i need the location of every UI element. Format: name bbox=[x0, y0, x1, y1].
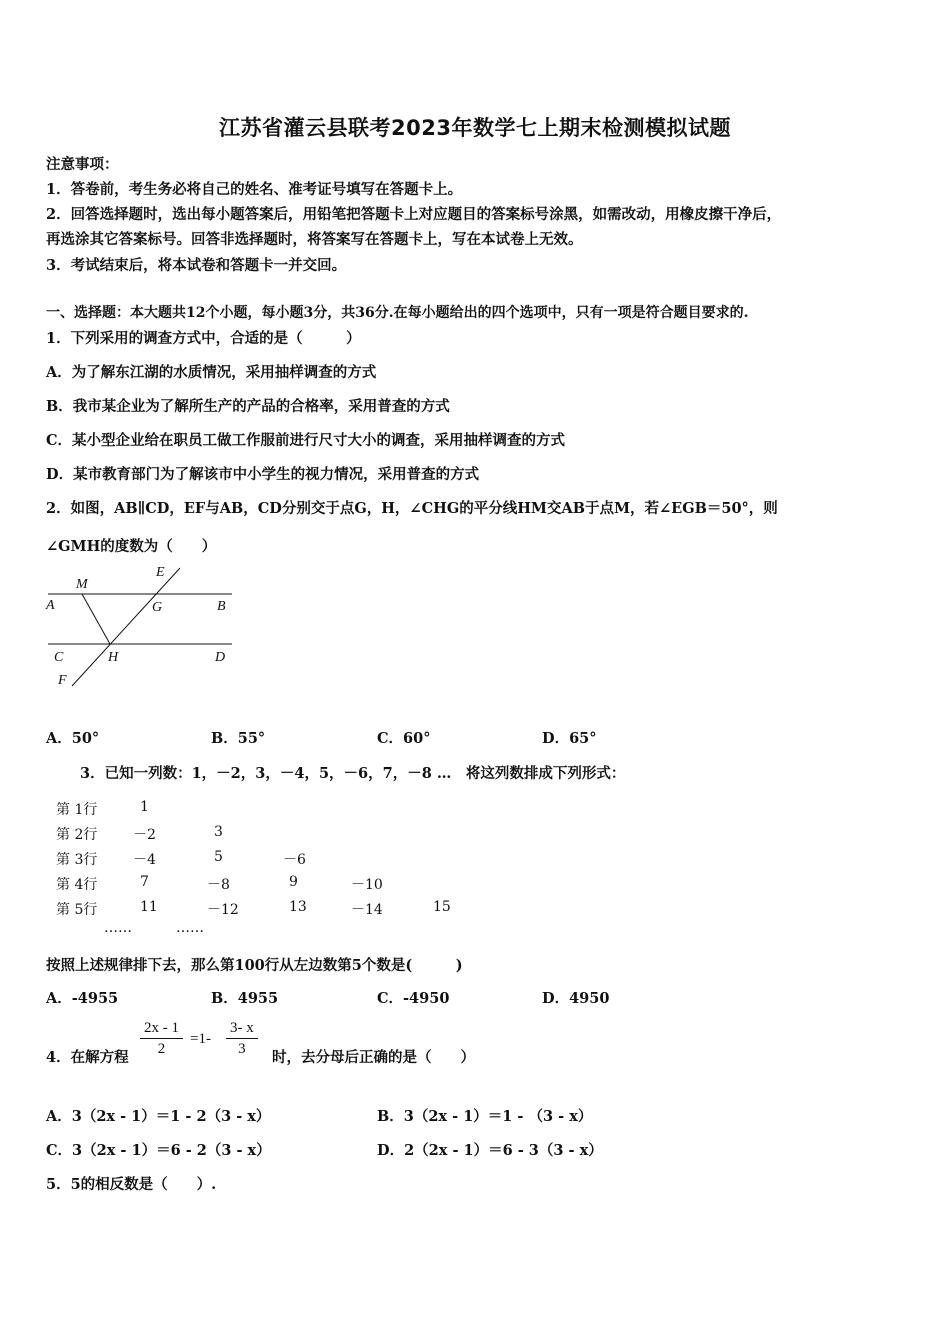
row-value: －4 bbox=[133, 852, 156, 868]
notice-item: 2．回答选择题时，选出每小题答案后，用铅笔把答题卡上对应题目的答案标号涂黑，如需改动，用橡皮擦干净后， bbox=[46, 206, 782, 223]
notice-item: 再选涂其它答案标号。回答非选择题时，将答案写在答题卡上，写在本试卷上无效。 bbox=[46, 231, 583, 248]
label-f: F bbox=[58, 673, 67, 688]
row-value: 1 bbox=[140, 799, 149, 815]
label-h: H bbox=[108, 650, 119, 665]
question-2-option-b: B．55° bbox=[211, 730, 266, 747]
question-3-option-b: B．4955 bbox=[211, 990, 279, 1007]
line-hm bbox=[82, 594, 110, 644]
label-e: E bbox=[156, 565, 165, 580]
geometry-figure bbox=[40, 560, 240, 690]
label-d: D bbox=[215, 650, 226, 665]
fraction-2 bbox=[226, 1020, 258, 1058]
question-3-option-a: A．-4955 bbox=[46, 990, 119, 1007]
question-4-suffix: 时，去分母后正确的是（ ） bbox=[272, 1049, 475, 1066]
question-1-option-d: D．某市教育部门为了解该市中小学生的视力情况，采用普查的方式 bbox=[46, 466, 480, 483]
label-g: G bbox=[152, 600, 163, 615]
notice-item: 3．考试结束后，将本试卷和答题卡一并交回。 bbox=[46, 257, 347, 274]
line-ef bbox=[72, 568, 180, 686]
fraction-2-denominator: 3 bbox=[238, 1041, 246, 1057]
row-value: －12 bbox=[207, 902, 239, 918]
row-label: 第 4行 bbox=[56, 877, 98, 893]
question-1-stem: 1．下列采用的调查方式中，合适的是（ ） bbox=[46, 330, 361, 347]
row-label: 第 2行 bbox=[56, 827, 98, 843]
question-5-stem: 5．5的相反数是（ ）. bbox=[46, 1176, 217, 1193]
row-value: 11 bbox=[140, 899, 158, 915]
row-value: 13 bbox=[289, 899, 307, 915]
question-4-prefix: 4．在解方程 bbox=[46, 1049, 129, 1066]
row-label: 第 1行 bbox=[56, 802, 98, 818]
question-2-option-d: D．65° bbox=[542, 730, 597, 747]
ellipsis: …… bbox=[176, 920, 204, 936]
row-label: 第 5行 bbox=[56, 902, 98, 918]
notice-item: 1．答卷前，考生务必将自己的姓名、准考证号填写在答题卡上。 bbox=[46, 181, 463, 198]
question-4-option-b: B．3（2x - 1）＝1 - （3 - x） bbox=[377, 1108, 593, 1125]
question-1-option-a: A．为了解东江湖的水质情况，采用抽样调查的方式 bbox=[46, 364, 377, 381]
question-4-option-d: D．2（2x - 1）＝6 - 3（3 - x） bbox=[377, 1142, 603, 1159]
question-2-line-1: 2．如图，AB∥CD，EF与AB，CD分别交于点G，H，∠CHG的平分线HM交AB于点M，若∠EGB＝50°，则 bbox=[46, 500, 778, 517]
label-a: A bbox=[46, 598, 55, 613]
row-value: －2 bbox=[133, 827, 156, 843]
question-3-option-c: C．-4950 bbox=[377, 990, 450, 1007]
notice-heading: 注意事项： bbox=[46, 156, 119, 173]
section-heading: 一、选择题：本大题共12个小题，每小题3分，共36分.在每小题给出的四个选项中，只有一项是符合题目要求的. bbox=[46, 305, 749, 321]
fraction-2-numerator: 3- x bbox=[226, 1020, 258, 1039]
row-value: 7 bbox=[140, 874, 149, 890]
label-b: B bbox=[217, 599, 226, 614]
question-3-option-d: D．4950 bbox=[542, 990, 610, 1007]
question-3-stem: 3．已知一列数：1，－2，3，－4，5，－6，7，－8 … 将这列数排成下列形式： bbox=[80, 765, 626, 782]
row-value: －6 bbox=[283, 852, 306, 868]
row-value: －14 bbox=[351, 902, 383, 918]
question-1-option-b: B．我市某企业为了解所生产的产品的合格率，采用普查的方式 bbox=[46, 398, 450, 415]
question-3-question: 按照上述规律排下去，那么第100行从左边数第5个数是( ) bbox=[46, 957, 463, 974]
row-value: 15 bbox=[433, 899, 451, 915]
row-value: 5 bbox=[214, 849, 223, 865]
row-value: 9 bbox=[289, 874, 298, 890]
question-1-option-c: C．某小型企业给在职员工做工作服前进行尺寸大小的调查，采用抽样调查的方式 bbox=[46, 432, 566, 449]
row-value: 3 bbox=[214, 824, 223, 840]
page-title: 江苏省灌云县联考2023年数学七上期末检测模拟试题 bbox=[219, 116, 731, 140]
fraction-1-denominator: 2 bbox=[157, 1041, 166, 1057]
label-m: M bbox=[76, 577, 88, 592]
question-4-option-a: A．3（2x - 1）＝1 - 2（3 - x） bbox=[46, 1108, 271, 1125]
label-c: C bbox=[54, 650, 64, 665]
question-4-option-c: C．3（2x - 1）＝6 - 2（3 - x） bbox=[46, 1142, 271, 1159]
row-value: －10 bbox=[351, 877, 383, 893]
row-value: －8 bbox=[207, 877, 230, 893]
fraction-1 bbox=[140, 1020, 183, 1058]
question-2-line-2: ∠GMH的度数为（ ） bbox=[46, 538, 217, 555]
fraction-1-numerator: 2x - 1 bbox=[140, 1020, 183, 1039]
question-2-option-c: C．60° bbox=[377, 730, 431, 747]
equation-middle: =1- bbox=[190, 1031, 211, 1047]
ellipsis: …… bbox=[104, 920, 132, 936]
question-2-option-a: A．50° bbox=[46, 730, 100, 747]
row-label: 第 3行 bbox=[56, 852, 98, 868]
